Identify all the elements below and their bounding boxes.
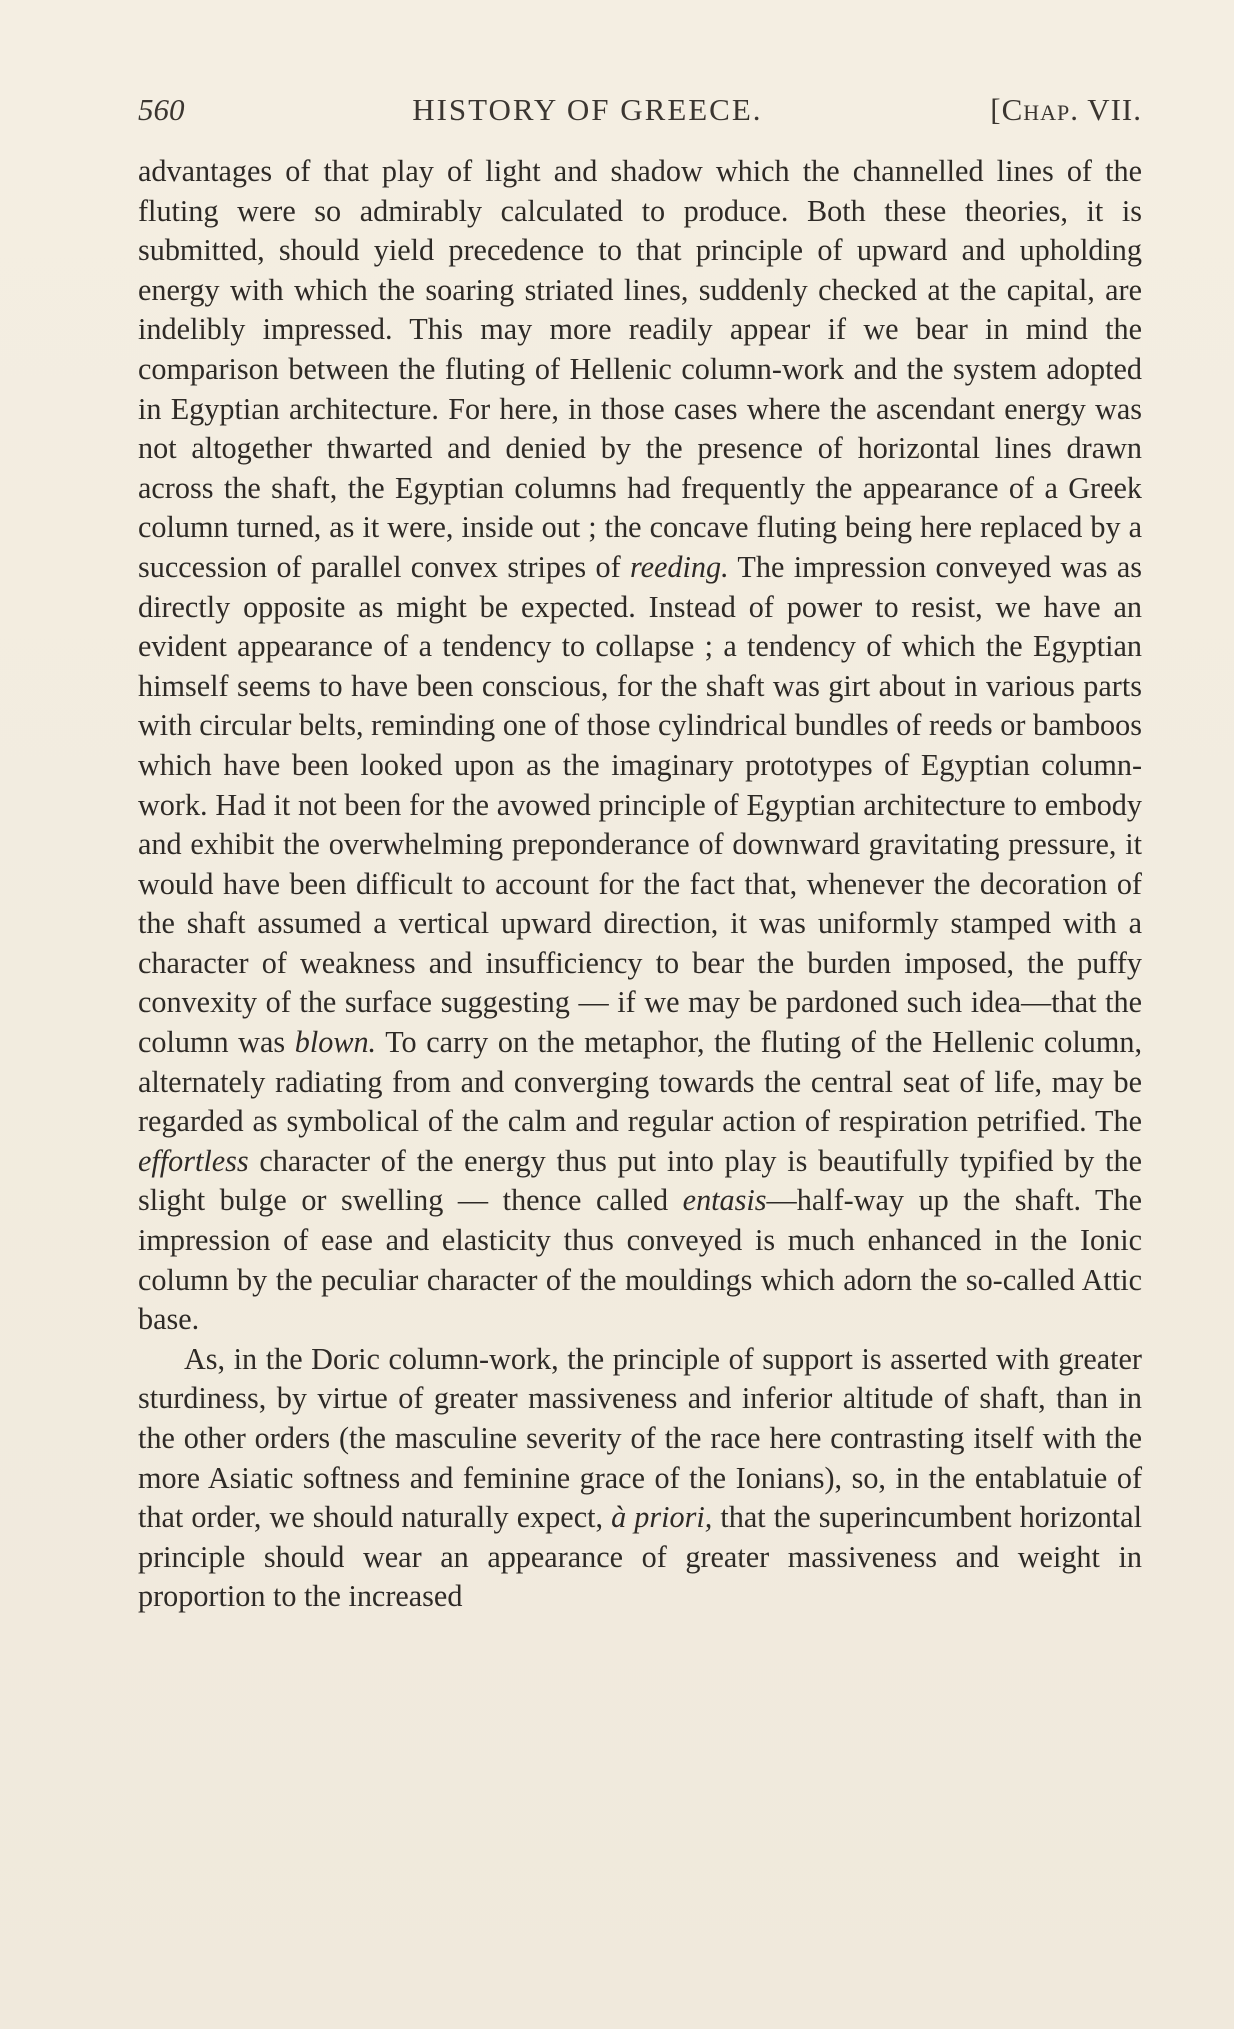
page-number: 560 (138, 92, 185, 127)
italic-term-effortless: effortless (138, 1143, 249, 1178)
italic-term-reeding: reeding. (629, 549, 729, 584)
paragraph-2 (138, 1340, 1142, 1617)
text-run: —half-way up the shaft. The impression of ease and elasticity thus conveyed is much enhanced in the Ionic column by the peculiar character of the mouldings which adorn the so-called Attic base. (138, 1183, 1142, 1337)
text-run: that the superincumbent horizontal principle should wear an appearance of greater massiveness and weight in proportion to the increased (138, 1500, 1142, 1614)
italic-term-blown: blown. (294, 1025, 377, 1060)
body-text (138, 152, 1142, 1617)
italic-term-a-priori: à priori, (611, 1500, 713, 1535)
italic-term-entasis: entasis (682, 1183, 767, 1218)
book-title: HISTORY OF GREECE. (412, 92, 763, 127)
text-run: As, in the Doric column-work, the principle of support is asserted with greater sturdiness, by virtue of greater massiveness and inferior altitude of shaft, than in the other orders (the masculine severity of the race here contrasting itself with the more Asiatic softness and feminine grace of the Ionians), so, in the entablatuie of that order, we should naturally expect, (138, 1341, 1142, 1535)
text-run: The impression conveyed was as directly opposite as might be expected. Instead of power to resist, we have an evident appearance of a tendency to collapse ; a tendency of which the Egyptian himself seems to have been conscious, for the shaft was girt about in various parts with circular belts, reminding one of those cylindrical bundles of reeds or bamboos which have been looked upon as the imaginary prototypes of Egyptian column-work. Had it not been for the avowed principle of Egyptian architecture to embody and exhibit the overwhelming preponderance of downward gravitating pressure, it would have been difficult to account for the fact that, whenever the decoration of the shaft assumed a vertical upward direction, it was uniformly stamped with a character of weakness and insufficiency to bear the burden imposed, the puffy convexity of the surface suggesting — if we may be pardoned such idea—that the column was (138, 549, 1142, 1060)
text-run: character of the energy thus put into play is beautifully typified by the slight bulge or swelling — thence called (138, 1143, 1142, 1218)
paragraph-1 (138, 152, 1142, 1340)
chapter-reference: [Chap. VII. (990, 92, 1142, 127)
text-run: advantages of that play of light and shadow which the channelled lines of the fluting were so admirably calculated to produce. Both these theories, it is submitted, should yield precedence to that principle of upward and upholding energy with which the soaring striated lines, suddenly checked at the capital, are indelibly impressed. This may more readily appear if we bear in mind the comparison between the fluting of Hellenic column-work and the system adopted in Egyptian architecture. For here, in those cases where the ascendant energy was not altogether thwarted and denied by the presence of horizontal lines drawn across the shaft, the Egyptian columns had frequently the appearance of a Greek column turned, as it were, inside out ; the concave fluting being here replaced by a succession of parallel convex stripes of (138, 154, 1142, 584)
running-head (138, 92, 1142, 128)
text-run: To carry on the metaphor, the fluting of the Hellenic column, alternately radiating from and converging towards the central seat of life, may be regarded as symbolical of the calm and regular action of respiration petrified. The (138, 1025, 1142, 1139)
